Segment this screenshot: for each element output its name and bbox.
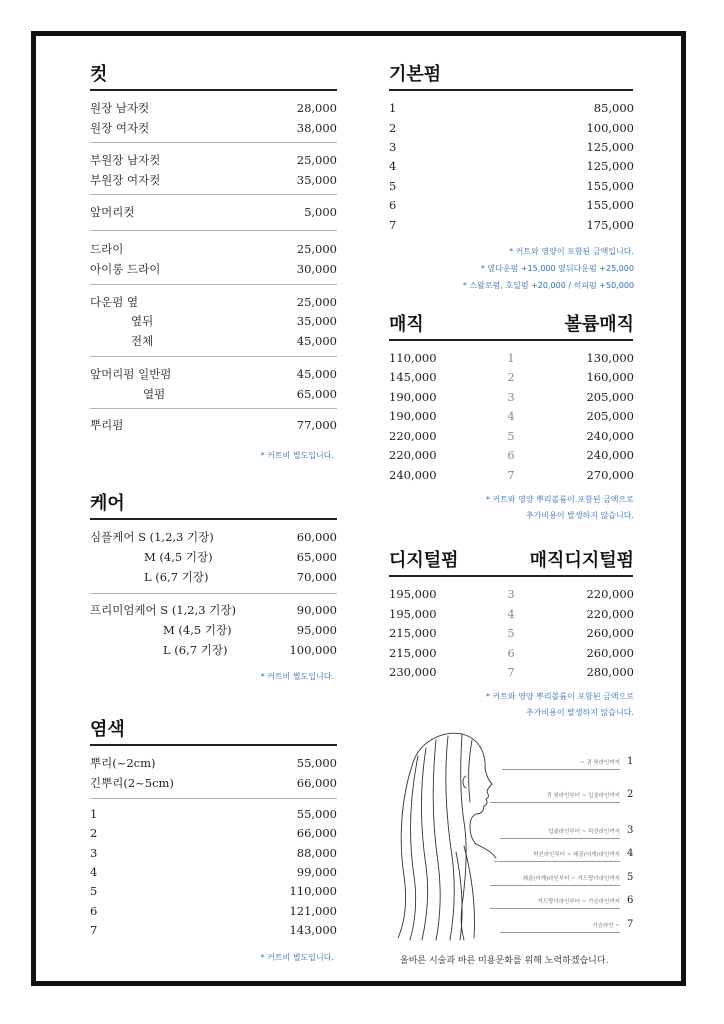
color-length: 2: [90, 826, 98, 840]
magic-price: 240,000: [389, 468, 437, 482]
guide-line: [500, 838, 620, 839]
perm-price: 100,000: [586, 121, 634, 135]
perm-length: 6: [389, 198, 397, 212]
magic-length: 1: [507, 351, 515, 365]
cut-label: 뿌리펌: [90, 418, 124, 432]
cut-label: 드라이: [90, 242, 124, 256]
care-price: 95,000: [296, 623, 337, 637]
guide-number: 5: [627, 872, 634, 883]
cut-label: 아이롱 드라이: [90, 262, 161, 276]
divider: [90, 798, 337, 799]
cut-label: 원장 여자컷: [90, 121, 150, 135]
cut-label: 다운펌 옆: [90, 295, 139, 309]
cut-price: 25,000: [296, 242, 337, 256]
volume-magic-price: 205,000: [586, 409, 634, 423]
magic-length: 2: [507, 370, 515, 384]
guide-line: [494, 861, 620, 862]
volume-magic-price: 160,000: [586, 370, 634, 384]
magic-length: 3: [507, 390, 515, 404]
care-label: M (4,5 기장): [163, 623, 232, 637]
volume-magic-title: 볼륨매직: [564, 314, 634, 335]
magic-note: 추가비용이 발생하지 않습니다.: [525, 511, 634, 520]
digital-length: 7: [507, 665, 515, 679]
cut-price: 30,000: [296, 262, 337, 276]
cut-price: 25,000: [296, 153, 337, 167]
digital-price: 195,000: [389, 607, 437, 621]
cut-price: 45,000: [296, 334, 337, 348]
guide-number: 2: [627, 789, 634, 800]
digital-length: 5: [507, 626, 515, 640]
guide-line: [500, 932, 620, 933]
cut-label: 부원장 남자컷: [90, 153, 161, 167]
divider: [90, 408, 337, 409]
color-length: 3: [90, 846, 98, 860]
cut-price: 5,000: [304, 205, 337, 219]
color-length: 7: [90, 923, 98, 937]
divider: [90, 593, 337, 594]
basic-perm-title: 기본펌: [389, 64, 442, 85]
magic-price: 145,000: [389, 370, 437, 384]
divider: [90, 142, 337, 143]
color-price: 66,000: [296, 776, 337, 790]
cut-label: 앞머리펌 일반펌: [90, 367, 172, 381]
perm-note: * 옆다운펌 +15,000 옆뒤다운펌 +25,000: [480, 264, 634, 273]
perm-price: 155,000: [586, 179, 634, 193]
color-label: 뿌리(~2cm): [90, 756, 156, 770]
magic-length: 7: [507, 468, 515, 482]
perm-price: 175,000: [586, 218, 634, 232]
magic-price: 190,000: [389, 409, 437, 423]
color-length: 1: [90, 807, 98, 821]
digital-perm-title: 디지털펌: [389, 550, 459, 571]
perm-length: 5: [389, 179, 397, 193]
color-title-rule: [90, 744, 337, 746]
magic-price: 110,000: [389, 351, 437, 365]
perm-length: 2: [389, 121, 397, 135]
digital-length: 4: [507, 607, 515, 621]
magic-note: * 커트와 영양 뿌리볼륨이 포함된 금액으로: [485, 495, 634, 504]
guide-number: 1: [627, 756, 634, 767]
digital-title-rule: [389, 575, 633, 577]
magic-digital-price: 220,000: [586, 607, 634, 621]
care-price: 70,000: [296, 570, 337, 584]
color-length: 6: [90, 904, 98, 918]
guide-label: 귀 윗라인부터 ~ 입술라인까지: [546, 793, 620, 799]
care-label: L (6,7 기장): [163, 643, 228, 657]
care-price: 65,000: [296, 550, 337, 564]
perm-price: 125,000: [586, 159, 634, 173]
guide-number: 3: [627, 825, 634, 836]
color-length: 4: [90, 865, 98, 879]
color-price: 88,000: [296, 846, 337, 860]
divider: [90, 230, 337, 231]
digital-length: 6: [507, 646, 515, 660]
care-price: 100,000: [289, 643, 337, 657]
divider: [90, 356, 337, 357]
volume-magic-price: 270,000: [586, 468, 634, 482]
guide-label: 턱선라인부터 ~ 쇄골(어깨)라인까지: [533, 852, 620, 858]
magic-title: 매직: [389, 314, 424, 335]
guide-label: ~ 귀 윗라인까지: [580, 760, 620, 766]
guide-line: [490, 802, 620, 803]
guide-line: [490, 885, 620, 886]
magic-digital-price: 260,000: [586, 646, 634, 660]
care-price: 90,000: [296, 603, 337, 617]
volume-magic-price: 130,000: [586, 351, 634, 365]
perm-length: 1: [389, 101, 397, 115]
care-title: 케어: [90, 493, 125, 514]
digital-note: 추가비용이 발생하지 않습니다.: [525, 708, 634, 717]
color-price: 110,000: [289, 884, 337, 898]
care-label: L (6,7 기장): [144, 570, 209, 584]
magic-length: 4: [507, 409, 515, 423]
color-note: * 커트비 별도입니다.: [260, 953, 334, 962]
digital-price: 195,000: [389, 587, 437, 601]
woman-hair-illustration: [392, 726, 502, 942]
magic-price: 220,000: [389, 429, 437, 443]
guide-label: 겨드랑이라인부터 ~ 가슴라인까지: [537, 899, 620, 905]
cut-price: 25,000: [296, 295, 337, 309]
digital-price: 230,000: [389, 665, 437, 679]
cut-label: 원장 남자컷: [90, 101, 150, 115]
cut-label: 부원장 여자컷: [90, 173, 161, 187]
color-title: 염색: [90, 719, 125, 740]
perm-price: 125,000: [586, 140, 634, 154]
cut-label: 열펌: [143, 387, 166, 401]
magic-digital-price: 280,000: [586, 665, 634, 679]
care-price: 60,000: [296, 530, 337, 544]
cut-label: 옆뒤: [131, 314, 154, 328]
perm-length: 3: [389, 140, 397, 154]
cut-price: 45,000: [296, 367, 337, 381]
guide-label: 입술라인부터 ~ 턱선라인까지: [548, 829, 620, 835]
magic-digital-price: 220,000: [586, 587, 634, 601]
care-label: 심플케어 S (1,2,3 기장): [90, 530, 214, 544]
cut-price: 38,000: [296, 121, 337, 135]
magic-length: 6: [507, 448, 515, 462]
color-price: 121,000: [289, 904, 337, 918]
perm-note: * 스왈로펌, 호일펌 +20,000 / 히피펌 +50,000: [462, 281, 634, 290]
volume-magic-price: 240,000: [586, 429, 634, 443]
color-length: 5: [90, 884, 98, 898]
color-price: 55,000: [296, 756, 337, 770]
basic-perm-title-rule: [389, 89, 633, 91]
guide-number: 4: [627, 848, 634, 859]
guide-number: 7: [627, 919, 634, 930]
digital-length: 3: [507, 587, 515, 601]
color-price: 55,000: [296, 807, 337, 821]
cut-label: 앞머리컷: [90, 205, 135, 219]
cut-label: 전체: [131, 334, 154, 348]
guide-line: [490, 908, 620, 909]
perm-length: 7: [389, 218, 397, 232]
color-price: 66,000: [296, 826, 337, 840]
magic-length: 5: [507, 429, 515, 443]
magic-title-rule: [389, 339, 633, 341]
divider: [90, 284, 337, 285]
cut-price: 65,000: [296, 387, 337, 401]
cut-title: 컷: [90, 64, 108, 85]
care-note: * 커트비 별도입니다.: [260, 672, 334, 681]
magic-digital-title: 매직디지털펌: [529, 550, 634, 571]
magic-price: 190,000: [389, 390, 437, 404]
care-title-rule: [90, 518, 337, 520]
guide-label: 쇄골(어깨)라인부터 ~ 겨드랑이라인까지: [522, 876, 620, 882]
perm-price: 155,000: [586, 198, 634, 212]
care-label: M (4,5 기장): [144, 550, 213, 564]
care-label: 프리미엄케어 S (1,2,3 기장): [90, 603, 236, 617]
guide-label: 가슴라인 ~: [592, 923, 620, 929]
guide-number: 6: [627, 895, 634, 906]
cut-note: * 커트비 별도입니다.: [260, 451, 334, 460]
cut-price: 35,000: [296, 173, 337, 187]
cut-price: 35,000: [296, 314, 337, 328]
perm-price: 85,000: [593, 101, 634, 115]
color-price: 143,000: [289, 923, 337, 937]
magic-digital-price: 260,000: [586, 626, 634, 640]
digital-note: * 커트와 영양 뿌리볼륨이 포함된 금액으로: [485, 692, 634, 701]
magic-price: 220,000: [389, 448, 437, 462]
cut-price: 28,000: [296, 101, 337, 115]
volume-magic-price: 240,000: [586, 448, 634, 462]
footer-message: 올바른 시술과 바른 미용문화를 위해 노력하겠습니다.: [400, 956, 609, 966]
color-label: 긴뿌리(2~5cm): [90, 776, 174, 790]
cut-price: 77,000: [296, 418, 337, 432]
digital-price: 215,000: [389, 626, 437, 640]
color-price: 99,000: [296, 865, 337, 879]
divider: [90, 194, 337, 195]
volume-magic-price: 205,000: [586, 390, 634, 404]
guide-line: [502, 769, 620, 770]
perm-note: * 커트와 영양이 포함된 금액입니다.: [509, 247, 634, 256]
cut-title-rule: [90, 89, 337, 91]
digital-price: 215,000: [389, 646, 437, 660]
perm-length: 4: [389, 159, 397, 173]
